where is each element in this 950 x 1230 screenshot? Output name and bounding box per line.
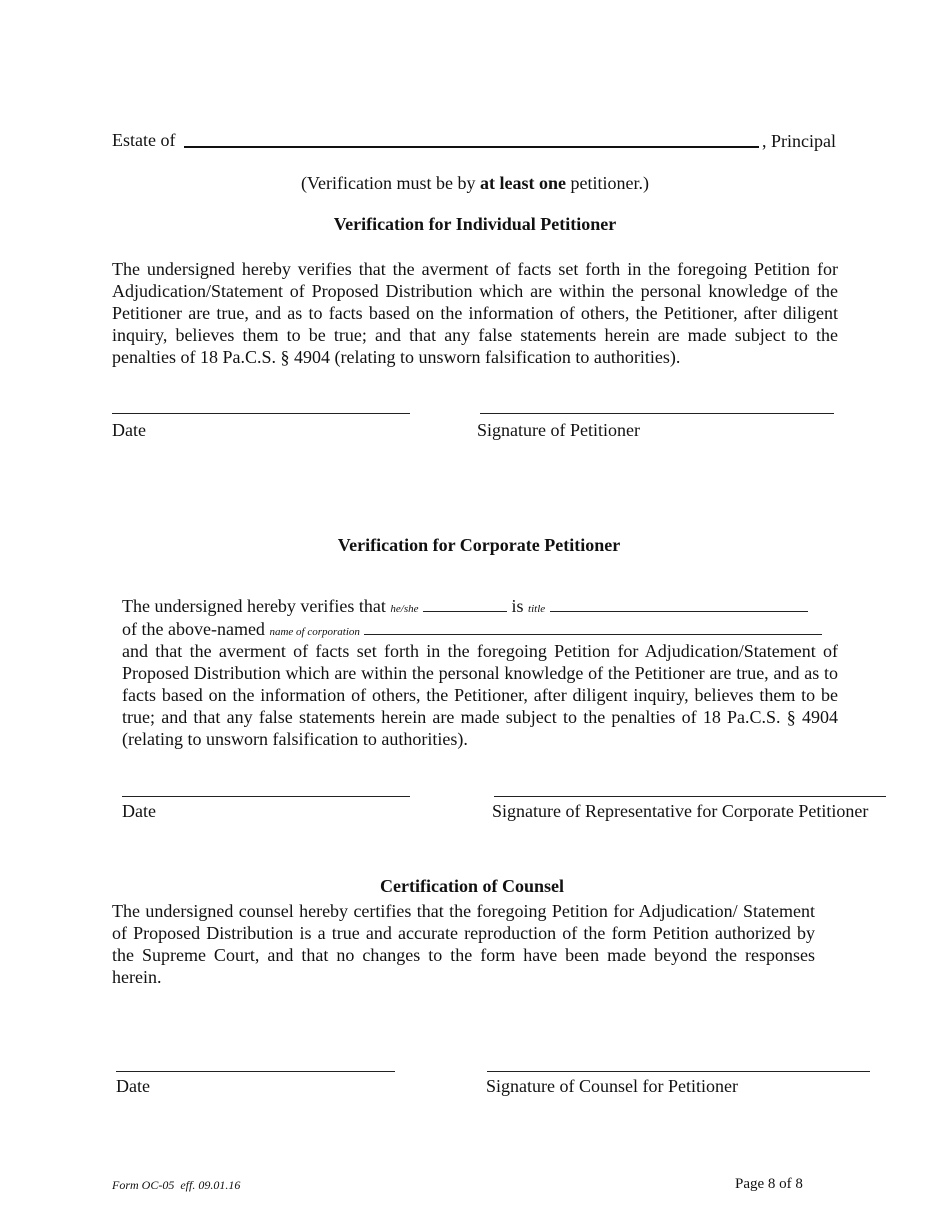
corporation-name-field[interactable]	[364, 620, 822, 635]
heshe-hint: he/she	[390, 603, 419, 615]
page-number: Page 8 of 8	[735, 1176, 803, 1192]
corporation-hint: name of corporation	[269, 626, 360, 638]
counsel-date-label: Date	[116, 1076, 150, 1096]
corporate-verification-text: and that the averment of facts set forth in the foregoing Petition for Adjudication/Statement of Proposed Distribution which are within the personal knowledge of the Petitioner are true, and as to facts based on the information of others, the Petitioner, after diligent inquiry, believes them to be true; and that any false statements herein are made subject to the penalties of 18 Pa.C.S. § 4904 (relating to unsworn falsification to authorities).	[122, 641, 838, 749]
individual-section-title: Verification for Individual Petitioner	[333, 214, 617, 234]
individual-signature-line[interactable]	[480, 413, 834, 414]
corporate-line-1: The undersigned hereby verifies that he/she is title	[122, 595, 838, 620]
counsel-section-title: Certification of Counsel	[380, 876, 564, 896]
corporate-line-2: of the above-named name of corporation	[122, 618, 838, 643]
heshe-field[interactable]	[423, 597, 507, 612]
individual-verification-text: The undersigned hereby verifies that the averment of facts set forth in the foregoing Petition for Adjudication/Statement of Proposed Distribution which are within the personal knowledge of the Petitioner are true, and as to facts based on the information of others, the Petitioner, after diligent inquiry, believes them to be true; and that any false statements herein are made subject to the penalties of 18 Pa.C.S. § 4904 (relating to unsworn falsification to authorities).	[112, 259, 838, 367]
estate-name-line[interactable]	[184, 146, 759, 148]
corporate-date-line[interactable]	[122, 796, 410, 797]
title-field[interactable]	[550, 597, 808, 612]
title-hint: title	[528, 603, 546, 615]
corporate-date-label: Date	[122, 801, 156, 821]
individual-date-line[interactable]	[112, 413, 410, 414]
estate-label: Estate of	[112, 130, 176, 150]
individual-date-label: Date	[112, 420, 146, 440]
counsel-date-line[interactable]	[116, 1071, 395, 1072]
individual-signature-label: Signature of Petitioner	[477, 420, 640, 440]
counsel-certification-text: The undersigned counsel hereby certifies that the foregoing Petition for Adjudication/ Statement of Proposed Distribution is a true and accurate reproduction of the form Petition authorized by the Supreme Court, and that no changes to the form have been made beyond the responses herein.	[112, 901, 815, 987]
counsel-signature-line[interactable]	[487, 1071, 870, 1072]
verification-note: (Verification must be by at least one petitioner.)	[301, 173, 649, 193]
corporate-section-title: Verification for Corporate Petitioner	[337, 535, 621, 555]
counsel-signature-label: Signature of Counsel for Petitioner	[486, 1076, 738, 1096]
form-id: Form OC-05 eff. 09.01.16	[112, 1178, 241, 1192]
corporate-signature-line[interactable]	[494, 796, 886, 797]
corporate-signature-label: Signature of Representative for Corporate Petitioner	[492, 801, 869, 821]
principal-label: , Principal	[762, 131, 836, 151]
